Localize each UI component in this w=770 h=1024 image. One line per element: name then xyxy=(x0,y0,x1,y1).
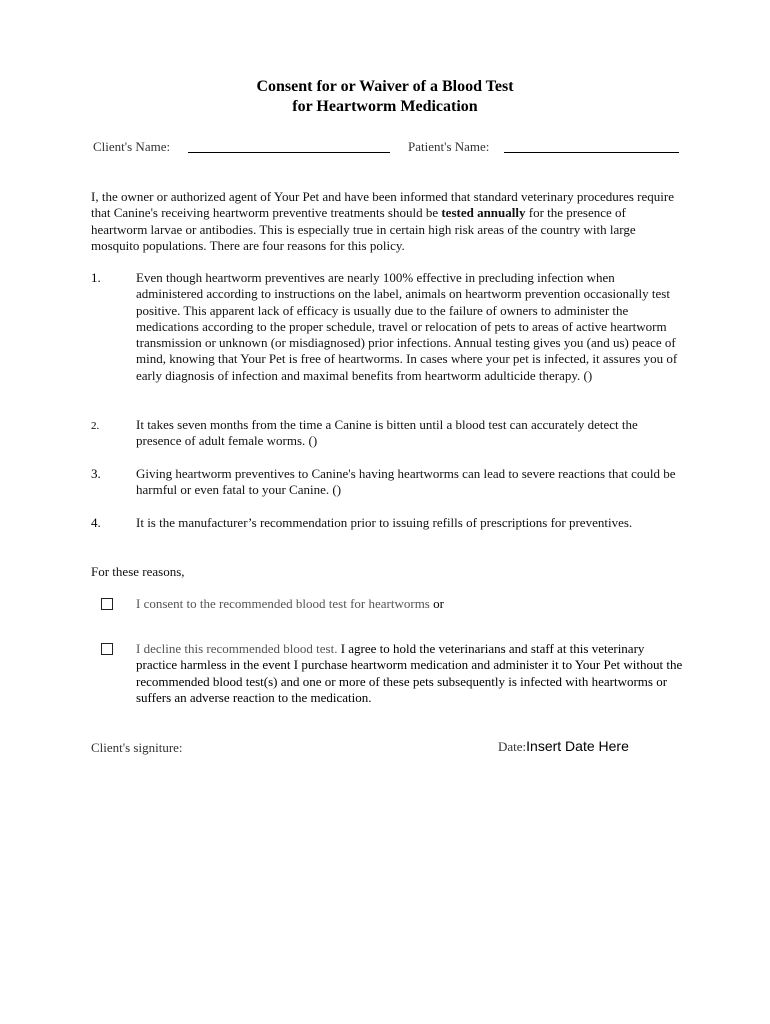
reason-3-text: Giving heartworm preventives to Canine's having heartworms can lead to severe reactions that could be harmful or even fatal to your Canine. () xyxy=(136,466,676,498)
decline-option-text xyxy=(136,641,683,706)
intro-text-start: I, the owner or authorized agent of Your Pet and have been informed that standard veterinary procedures require that Canine's receiving heartworm preventive treatments should be xyxy=(91,189,674,221)
client-name-field[interactable] xyxy=(188,152,390,153)
reason-2-text: It takes seven months from the time a Canine is bitten until a blood test can accurately detect the presence of adult female worms. () xyxy=(136,417,638,449)
reason-1-number: 1. xyxy=(91,270,101,285)
date-label: Date: xyxy=(498,739,527,754)
decline-checkbox[interactable] xyxy=(101,643,113,655)
for-these-reasons-text: For these reasons, xyxy=(91,564,185,579)
intro-text-end: for the presence of heartworm larvae or antibodies. This is especially true in certain high risk areas of the country with large mosquito populations. There are four reasons for this policy. xyxy=(91,205,636,253)
intro-paragraph xyxy=(91,189,682,254)
client-name-label: Client's Name: xyxy=(93,139,171,154)
patient-name-label: Patient's Name: xyxy=(408,139,490,154)
patient-name-field[interactable] xyxy=(504,152,679,153)
reason-1-text: Even though heartworm preventives are nearly 100% effective in precluding infection when administered according to instructions on the label, animals on heartworm prevention occasionally test positive. This apparent lack of efficacy is usually due to the failure of owners to administer the medications according to the proper schedule, travel or relocation of pets to areas of active heartworm transmission or unknown (or misdiagnosed) prior infections. Annual testing gives you (and us) peace of mind, knowing that Your Pet is free of heartworms. In cases where your pet is infected, it assures you of early diagnosis of infection and maximal benefits from heartworm adulticide therapy. () xyxy=(136,270,678,383)
client-signature-label: Client's signiture: xyxy=(91,740,183,755)
date-field[interactable] xyxy=(498,738,629,756)
reason-4-text: It is the manufacturer’s recommendation prior to issuing refills of prescriptions for preventives. xyxy=(136,515,633,530)
reason-4-number: 4. xyxy=(91,515,101,530)
reason-2-number: 2. xyxy=(91,420,100,432)
decline-option-tail: I agree to hold the veterinarians and staff at this veterinary practice harmless in the event I purchase heartworm medication and administer it to Your Pet without the recommended blood test(s) and one or more of these pets subsequently is infected with heartworms or suffers an adverse reaction to the medication. xyxy=(136,641,683,705)
consent-option-text xyxy=(136,596,683,612)
consent-option-lead: I consent to the recommended blood test for heartworms xyxy=(136,596,430,611)
date-value[interactable]: Insert Date Here xyxy=(526,738,629,754)
consent-checkbox[interactable] xyxy=(101,598,113,610)
reason-3-number: 3. xyxy=(91,466,101,481)
intro-text-bold: tested annually xyxy=(441,205,526,221)
form-title-line-1: Consent for or Waiver of a Blood Test xyxy=(256,78,514,95)
decline-option-lead: I decline this recommended blood test. xyxy=(136,641,338,656)
consent-option-tail: or xyxy=(429,596,444,611)
form-title-line-2: for Heartworm Medication xyxy=(292,98,478,115)
